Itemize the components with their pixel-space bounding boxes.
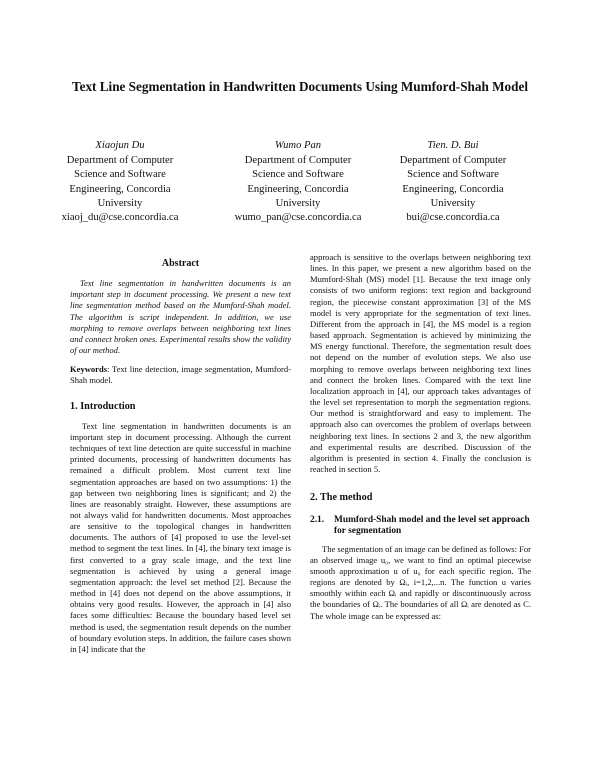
paper-title: Text Line Segmentation in Handwritten Documents Using Mumford-Shah Model [72, 79, 528, 94]
author-name: Xiaojun Du [95, 140, 145, 151]
subsection-heading [310, 515, 531, 537]
affiliation-line: Science and Software [74, 169, 166, 181]
affiliation-line: Science and Software [407, 169, 499, 181]
method-paragraph: The segmentation of an image can be defined as follows: For an observed image u₀, we want to find an optimal piecewise smooth approximation u of u₀ for each specific region. The regions are denoted by Ωᵢ, i=1,2,...n. The function u varies smoothly within each Ωᵢ and rapidly or discontinuously across the boundaries of Ωᵢ. The boundaries of all Ωᵢ are denoted as C. The whole image can be expressed as: [310, 543, 531, 621]
keywords-label: Keywords [70, 364, 108, 375]
author-block [35, 139, 205, 225]
author-name: Tien. D. Bui [427, 140, 479, 151]
abstract-heading: Abstract [161, 258, 200, 269]
affiliation-line: University [97, 197, 143, 209]
affiliation-line: Engineering, Concordia [69, 183, 171, 195]
left-column [70, 258, 291, 655]
section-heading-introduction: 1. Introduction [70, 400, 136, 412]
right-column [310, 252, 531, 622]
affiliation-line: University [430, 197, 476, 209]
author-block [213, 139, 383, 225]
affiliation-line: Engineering, Concordia [402, 183, 504, 195]
author-email: bui@cse.concordia.ca [406, 212, 500, 224]
affiliation-line: Science and Software [252, 169, 344, 181]
affiliation-line: Engineering, Concordia [247, 183, 349, 195]
introduction-paragraph: Text line segmentation in handwritten documents is an important step in document processing. Although the current techniques of text line detection are quite successful in machine printed documents, processing of handwritten documents has remained a difficult problem. Most current text line segmentation approaches are based on two assumptions: 1) the gap between two neighboring lines is significant; and 2) the lines are reasonably straight. However, these assumptions are not always valid for handwritten documents. Most approaches are sensitive to the topological changes in handwritten documents. The authors of [4] proposed to use the level-set method to segment the text lines. In [4], the binary text image is first converted to a gray scale image, and the text line segmentation is achieved by using a general image segmentation approach: the level set method [2]. Because the method in [4] does not depend on the above assumptions, it obtains very good results. However, the approach in [4] also faces some difficulties: Because the boundary based level set method is used, the segmentation result depends on the number of boundary evolution steps. In addition, the failure cases shown in [4] indicate that the [70, 420, 291, 654]
keywords-text: : Text line detection, image segmentation, Mumford-Shah model. [70, 364, 291, 386]
section-heading-method: 2. The method [310, 492, 373, 504]
subsection-number: 2.1. [310, 515, 325, 526]
author-block [368, 139, 538, 225]
affiliation-line: Department of Computer [244, 155, 352, 167]
affiliation-line: University [275, 197, 321, 209]
abstract-text: Text line segmentation in handwritten documents is an important step in document processing. We present a new text line segmentation method based on the Mumford-Shah model. The algorithm is script independent. In addition, we use morphing to remove overlaps between neighboring text lines and connect broken ones. Experimental results show the validity of our method. [70, 278, 291, 356]
affiliation-line: Department of Computer [399, 155, 507, 167]
keywords [70, 364, 291, 386]
introduction-paragraph-continued: approach is sensitive to the overlaps between neighboring text lines. In this paper, we present a new algorithm based on the Mumford-Shah (MS) model [1]. Because the text image only consists of two uniform regions: text region and background region, the piecewise constant approximation [3] of the MS model is very appropriate for the segmentation of text lines. Different from the approach in [4], the MS model is a region based approach. Segmentation is achieved by minimizing the MS energy functional. Therefore, the segmentation result does not depend on the number of evolution steps. We also use morphing to remove overlaps between neighboring text lines and connect the broken lines. Compared with the text line localization approach in [4], our approach takes advantages of the level set representation to morph the segmentation regions. Our method is straightforward and easy to implement. The approach also can overcomes the problem of overlaps between neighboring text lines. In sections 2 and 3, the new algorithm and experimental results are described. Discussion of the algorithm is presented in section 4. Finally the conclusion is reached in section 5. [310, 252, 531, 474]
author-email: xiaoj_du@cse.concordia.ca [61, 212, 179, 224]
affiliation-line: Department of Computer [66, 155, 174, 167]
subsection-title: Mumford-Shah model and the level set approach for segmentation [334, 515, 530, 537]
author-email: wumo_pan@cse.concordia.ca [234, 212, 362, 224]
author-name: Wumo Pan [274, 140, 322, 151]
